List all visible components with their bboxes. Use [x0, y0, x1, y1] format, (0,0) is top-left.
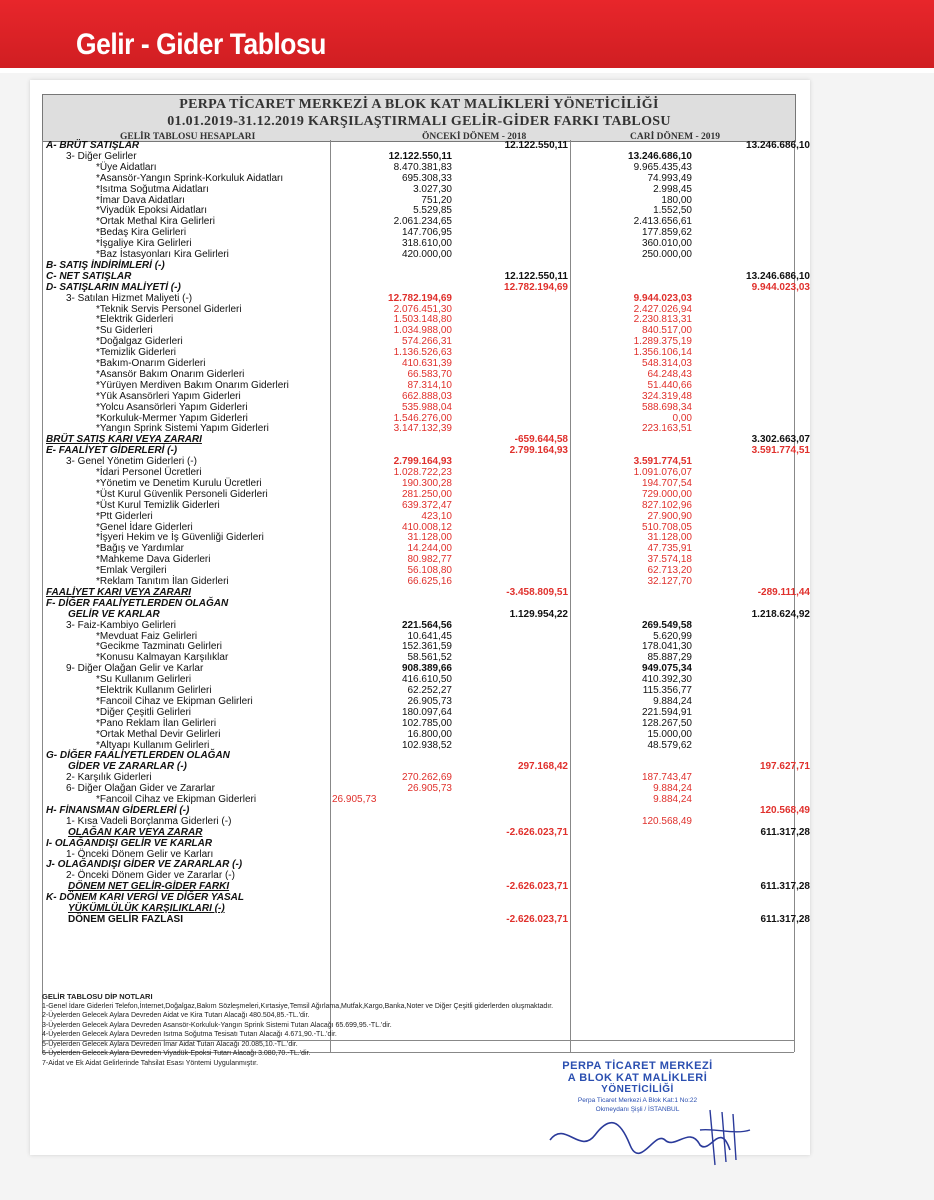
previous-period-value: 190.300,28	[401, 477, 452, 489]
previous-period-value: 2.799.164,93	[393, 456, 452, 468]
row-label: H- FİNANSMAN GİDERLERİ (-)	[46, 804, 190, 816]
current-period-value: 37.574,18	[647, 554, 692, 566]
row-label: *Isıtma Soğutma Aidatları	[96, 183, 209, 195]
row-label: *Ortak Methal Devir Gelirleri	[96, 728, 221, 740]
previous-period-value: 12.782.194,69	[388, 292, 452, 304]
table-row	[30, 402, 810, 413]
current-period-value: 250.000,00	[641, 249, 692, 260]
previous-period-value: 695.308,33	[401, 172, 452, 184]
row-label: *Teknik Servis Personel Giderleri	[96, 303, 242, 315]
row-label: *Korkuluk-Mermer Yapım Giderleri	[96, 412, 248, 424]
row-label: *Bağış ve Yardımlar	[96, 543, 185, 555]
row-label: *Su Kullanım Gelirleri	[96, 674, 192, 686]
row-label: 1- Kısa Vadeli Borçlanma Giderleri (-)	[66, 815, 232, 827]
row-label: *Üst Kurul Temizlik Giderleri	[96, 499, 220, 511]
current-period-value: 115.356,77	[642, 685, 692, 696]
current-period-value: -289.111,44	[757, 586, 810, 598]
row-label: BRÜT SATIŞ KARI VEYA ZARARI	[46, 434, 202, 446]
table-row	[30, 641, 810, 652]
current-period-value: 1.356.106,14	[633, 347, 692, 359]
current-period-value: 2.998,45	[653, 183, 692, 195]
row-label: DÖNEM GELİR FAZLASI	[68, 913, 183, 925]
current-period-value: 611.317,28	[760, 826, 810, 838]
previous-period-value: 639.372,47	[401, 499, 452, 511]
current-period-value: 15.000,00	[647, 728, 692, 740]
table-row	[30, 205, 810, 216]
current-period-value: 2.413.656,61	[633, 216, 692, 228]
previous-period-value: 66.625,16	[407, 576, 452, 587]
current-period-value: 5.620,99	[653, 630, 692, 642]
table-row	[30, 849, 810, 860]
previous-period-value: 751,20	[421, 194, 452, 206]
table-row	[30, 195, 810, 206]
table-row	[30, 467, 810, 478]
current-period-value: 3.591.774,51	[633, 456, 692, 468]
stamp-line: A BLOK KAT MALİKLERİ	[567, 1072, 708, 1084]
current-period-value: 360.010,00	[641, 238, 692, 250]
current-period-value: 510.708,05	[641, 521, 692, 533]
current-period-value: 9.965.435,43	[633, 161, 692, 173]
stamp-line: PERPA TİCARET MERKEZİ	[562, 1060, 713, 1072]
table-row	[30, 870, 810, 881]
current-period-value: 1.552,50	[653, 205, 692, 217]
table-row	[30, 718, 810, 729]
current-period-value: 85.887,29	[647, 652, 692, 664]
previous-period-value: 12.122.550,11	[504, 270, 568, 282]
current-period-value: 27.900,90	[647, 510, 692, 522]
row-label: *Yük Asansörleri Yapım Giderleri	[96, 390, 241, 402]
footnote: 7-Aidat ve Ek Aidat Gelirlerinde Tahsilat Esası Yöntemi Uygulanmıştır.	[42, 1059, 259, 1067]
previous-period-value: -659.644,58	[514, 434, 568, 446]
current-period-value: 9.944.023,03	[633, 292, 692, 304]
previous-period-value: 281.250,00	[401, 488, 452, 500]
row-label: *Yönetim ve Denetim Kurulu Ücretleri	[96, 477, 262, 489]
current-period-value: 324.319,48	[641, 390, 692, 402]
previous-period-value: 410.008,12	[401, 521, 452, 533]
row-label: *Yürüyen Merdiven Bakım Onarım Giderleri	[96, 379, 289, 391]
current-period-value: 223.163,51	[641, 423, 692, 435]
previous-period-value: 66.583,70	[407, 368, 452, 380]
table-row	[30, 794, 810, 805]
previous-period-value: -2.626.023,71	[506, 826, 568, 838]
table-row	[30, 227, 810, 238]
previous-period-value: 152.361,59	[401, 641, 452, 653]
previous-period-value: 56.108,80	[407, 565, 452, 577]
footnote: 6-Üyelerden Gelecek Aylara Devreden Viyadük-Epoksi Tutarı Alacağı 3.080,70.-TL.'dir.	[42, 1050, 311, 1057]
previous-period-value: 12.122.550,11	[388, 150, 452, 162]
row-label: *Üst Kurul Güvenlik Personeli Giderleri	[96, 488, 268, 500]
table-row	[30, 216, 810, 227]
table-row	[30, 914, 810, 925]
row-label: J- OLAĞANDIŞI GİDER VE ZARARLAR (-)	[46, 859, 243, 871]
current-period-value: 1.091.076,07	[633, 467, 692, 478]
current-period-value: 410.392,30	[641, 674, 692, 686]
table-row	[30, 532, 810, 543]
table-row	[30, 674, 810, 685]
table-row	[30, 838, 810, 849]
row-label: *İdari Personel Ücretleri	[96, 467, 202, 478]
row-label: *Pano Reklam İlan Gelirleri	[96, 717, 217, 729]
row-label: 3- Faiz-Kambiyo Gelirleri	[66, 619, 177, 631]
current-period-value: 48.579,62	[647, 739, 692, 751]
current-period-value: 32.127,70	[647, 576, 692, 587]
table-row	[30, 500, 810, 511]
current-period-value: 9.944.023,03	[751, 281, 810, 293]
table-row	[30, 554, 810, 565]
table-row	[30, 140, 810, 151]
row-label: GİDER VE ZARARLAR (-)	[68, 761, 187, 773]
table-row	[30, 369, 810, 380]
table-row	[30, 565, 810, 576]
footnote: 4-Üyelerden Gelecek Aylara Devreden Isıtma Soğutma Tesisatı Tutarı Alacağı 4.671,90.-TL.'dir.	[42, 1031, 337, 1038]
row-label: *Viyadük Epoksi Aidatları	[96, 205, 207, 217]
row-label: 2- Önceki Dönem Gider ve Zararlar (-)	[66, 870, 235, 882]
current-period-value: 1.218.624,92	[751, 608, 810, 620]
table-row	[30, 740, 810, 751]
document-subtitle: 01.01.2019-31.12.2019 KARŞILAŞTIRMALI GELİR-GİDER FARKI TABLOSU	[167, 114, 671, 129]
current-period-value: 64.248,43	[647, 368, 692, 380]
row-label: *Temizlik Giderleri	[96, 347, 177, 359]
row-label: *Üye Aidatları	[96, 161, 157, 173]
current-period-value: 588.698,34	[641, 401, 692, 413]
previous-period-value: 908.389,66	[401, 663, 452, 675]
row-label: DÖNEM NET GELİR-GİDER FARKI	[68, 881, 230, 893]
previous-period-value: 297.168,42	[517, 761, 568, 773]
current-period-value: 729.000,00	[641, 488, 692, 500]
previous-period-value: 147.706,95	[401, 227, 452, 239]
footnote: 1-Genel İdare Giderleri Telefon,İnternet,Doğalgaz,Bakım Sözleşmeleri,Kırtasiye,Temsil Ağırlama,Mutfak,Kargo,Banka,Noter ve Diğer Çeşitli giderlerden oluşmaktadır.	[42, 1002, 554, 1010]
previous-period-value: 12.782.194,69	[504, 281, 568, 293]
previous-period-value: 5.529,85	[413, 205, 452, 217]
table-row	[30, 304, 810, 315]
signature-icon	[540, 1100, 760, 1170]
row-label: *Bedaş Kira Gelirleri	[96, 227, 187, 239]
current-period-value: 611.317,28	[760, 913, 810, 925]
row-label: I- OLAĞANDIŞI GELİR VE KARLAR	[46, 837, 213, 849]
row-label: *Altyapı Kullanım Gelirleri	[96, 739, 210, 751]
table-row	[30, 827, 810, 838]
table-row	[30, 249, 810, 260]
previous-period-value: 26.905,73	[407, 695, 452, 707]
previous-period-value: 1.503.148,80	[393, 314, 452, 326]
row-label: *Su Giderleri	[96, 325, 153, 337]
current-period-value: 1.289.375,19	[633, 336, 692, 348]
current-period-value: 13.246.686,10	[628, 150, 692, 162]
previous-period-value: 3.147.132,39	[393, 423, 452, 435]
table-row	[30, 685, 810, 696]
row-label: C- NET SATIŞLAR	[46, 270, 132, 282]
row-label: *Elektrik Giderleri	[96, 314, 174, 326]
previous-period-value: 3.027,30	[413, 183, 452, 195]
row-label: K- DÖNEM KARI VERGİ VE DİĞER YASAL	[46, 892, 244, 904]
table-row	[30, 173, 810, 184]
table-row	[30, 489, 810, 500]
row-label: *Doğalgaz Giderleri	[96, 336, 183, 348]
row-label: *Emlak Vergileri	[96, 565, 167, 577]
table-row	[30, 881, 810, 892]
current-period-value: 3.591.774,51	[751, 445, 810, 457]
previous-period-value: 26.905,73	[332, 794, 377, 805]
table-row	[30, 631, 810, 642]
row-label: *Asansör Bakım Onarım Giderleri	[96, 368, 245, 380]
table-row	[30, 729, 810, 740]
row-label: *Gecikme Tazminatı Gelirleri	[96, 641, 222, 653]
current-period-value: 949.075,34	[641, 663, 692, 675]
row-label: *Ortak Methal Kira Gelirleri	[96, 216, 215, 228]
previous-period-value: 8.470.381,83	[393, 161, 452, 173]
previous-period-value: 2.061.234,65	[393, 216, 452, 228]
row-label: *Mahkeme Dava Giderleri	[96, 554, 211, 566]
table-row	[30, 772, 810, 783]
column-header-current: CARİ DÖNEM - 2019	[630, 132, 720, 142]
table-row	[30, 336, 810, 347]
current-period-value: 269.549,58	[641, 619, 692, 631]
row-label: GELİR VE KARLAR	[68, 608, 160, 620]
table-row	[30, 434, 810, 445]
previous-period-value: 270.262,69	[401, 772, 452, 784]
current-period-value: 3.302.663,07	[751, 434, 810, 446]
row-label: 2- Karşılık Giderleri	[66, 772, 152, 784]
row-label: G- DİĞER FAALİYETLERDEN OLAĞAN	[46, 750, 230, 762]
table-row	[30, 456, 810, 467]
previous-period-value: 1.546.276,00	[393, 412, 452, 424]
row-label: 9- Diğer Olağan Gelir ve Karlar	[66, 663, 204, 675]
previous-period-value: -2.626.023,71	[506, 881, 568, 893]
previous-period-value: 1.136.526,63	[393, 347, 452, 359]
table-row	[30, 413, 810, 424]
row-label: 1- Önceki Dönem Gelir ve Karları	[66, 848, 214, 860]
current-period-value: 548.314,03	[641, 358, 692, 369]
table-row	[30, 892, 810, 903]
document-title: PERPA TİCARET MERKEZİ A BLOK KAT MALİKLERİ YÖNETİCİLİĞİ	[179, 97, 659, 112]
stamp-line: YÖNETİCİLİĞİ	[601, 1084, 674, 1095]
current-period-value: 62.713,20	[647, 565, 692, 577]
table-row	[30, 478, 810, 489]
previous-period-value: 221.564,56	[401, 619, 452, 631]
current-period-value: 51.440,66	[647, 379, 692, 391]
table-row	[30, 445, 810, 456]
row-label: *Yangın Sprink Sistemi Yapım Giderleri	[96, 423, 269, 435]
table-row	[30, 620, 810, 631]
previous-period-value: 10.641,45	[407, 630, 452, 642]
current-period-value: 178.041,30	[641, 641, 692, 653]
table-row	[30, 805, 810, 816]
row-label: *İmar Dava Aidatları	[96, 194, 185, 206]
table-row	[30, 783, 810, 794]
previous-period-value: 16.800,00	[407, 728, 452, 740]
row-label: *Fancoil Cihaz ve Ekipman Giderleri	[96, 794, 257, 805]
previous-period-value: 2.076.451,30	[393, 303, 452, 315]
previous-period-value: 12.122.550,11	[504, 140, 568, 151]
current-period-value: 120.568,49	[641, 815, 692, 827]
current-period-value: 840.517,00	[641, 325, 692, 337]
previous-period-value: 26.905,73	[407, 783, 452, 795]
table-row	[30, 587, 810, 598]
row-label: *Baz İstasyonları Kira Gelirleri	[96, 249, 229, 260]
table-row	[30, 609, 810, 620]
current-period-value: 9.884,24	[653, 695, 692, 707]
previous-period-value: 420.000,00	[401, 249, 452, 260]
table-row	[30, 423, 810, 434]
previous-period-value: -3.458.809,51	[506, 586, 568, 598]
current-period-value: 2.427.026,94	[633, 303, 692, 315]
current-period-value: 197.627,71	[759, 761, 810, 773]
previous-period-value: 58.561,52	[407, 652, 452, 664]
footnote: 2-Üyelerden Gelecek Aylara Devreden Aidat ve Kira Tutarı Alacağı 480.504,85.-TL.'dir.	[42, 1012, 310, 1019]
table-row	[30, 314, 810, 325]
table-row	[30, 162, 810, 173]
current-period-value: 611.317,28	[760, 881, 810, 893]
previous-period-value: 2.799.164,93	[509, 445, 568, 457]
table-row	[30, 347, 810, 358]
previous-period-value: 535.988,04	[401, 401, 452, 413]
table-row	[30, 184, 810, 195]
table-row	[30, 816, 810, 827]
row-label: *Mevduat Faiz Gelirleri	[96, 630, 198, 642]
table-row	[30, 576, 810, 587]
row-label: *Diğer Çeşitli Gelirleri	[96, 706, 192, 718]
row-label: *Elektrik Kullanım Gelirleri	[96, 685, 212, 696]
previous-period-value: 1.129.954,22	[509, 608, 568, 620]
previous-period-value: 14.244,00	[407, 543, 452, 555]
current-period-value: 221.594,91	[641, 706, 692, 718]
row-label: *Fancoil Cihaz ve Ekipman Gelirleri	[96, 695, 253, 707]
current-period-value: 2.230.813,31	[633, 314, 692, 326]
table-row	[30, 543, 810, 554]
table-row	[30, 696, 810, 707]
row-label: *Bakım-Onarım Giderleri	[96, 358, 206, 369]
column-header-previous: ÖNCEKİ DÖNEM - 2018	[422, 132, 527, 142]
footnote: 5-Üyelerden Gelecek Aylara Devreden İmar Aidat Tutarı Alacağı 20.085,10.-TL.'dir.	[42, 1040, 298, 1048]
row-label: *Genel İdare Giderleri	[96, 521, 193, 533]
previous-period-value: 80.982,77	[407, 554, 452, 566]
current-period-value: 187.743,47	[641, 772, 692, 784]
table-row	[30, 761, 810, 772]
row-label: 3- Diğer Gelirler	[66, 150, 137, 162]
table-row	[30, 238, 810, 249]
row-label: B- SATIŞ İNDİRİMLERİ (-)	[46, 259, 165, 271]
table-row	[30, 380, 810, 391]
row-label: A- BRÜT SATIŞLAR	[46, 140, 140, 151]
table-row	[30, 511, 810, 522]
table-row	[30, 151, 810, 162]
current-period-value: 120.568,49	[759, 804, 810, 816]
table-row	[30, 522, 810, 533]
table-row	[30, 663, 810, 674]
stamp-line: Perpa Ticaret Merkezi A Blok Kat:1 No:22	[577, 1097, 698, 1104]
previous-period-value: 416.610,50	[401, 674, 452, 686]
row-label: FAALİYET KARI VEYA ZARARI	[46, 586, 192, 598]
current-period-value: 74.993,49	[647, 172, 692, 184]
row-label: *Asansör-Yangın Sprink-Korkuluk Aidatları	[96, 172, 284, 184]
table-row	[30, 652, 810, 663]
table-row	[30, 391, 810, 402]
table-row	[30, 260, 810, 271]
current-period-value: 13.246.686,10	[746, 140, 810, 151]
table-row	[30, 903, 810, 914]
previous-period-value: 180.097,64	[401, 706, 452, 718]
row-label: OLAĞAN KAR VEYA ZARAR	[68, 826, 203, 838]
table-row	[30, 271, 810, 282]
previous-period-value: 318.610,00	[401, 238, 452, 250]
previous-period-value: 31.128,00	[407, 532, 452, 544]
previous-period-value: 87.314,10	[407, 379, 452, 391]
previous-period-value: 410.631,39	[401, 358, 452, 369]
header-banner	[0, 0, 934, 68]
current-period-value: 194.707,54	[641, 477, 692, 489]
current-period-value: 128.267,50	[641, 717, 692, 729]
previous-period-value: 423,10	[421, 510, 452, 522]
previous-period-value: 662.888,03	[401, 390, 452, 402]
table-row	[30, 859, 810, 870]
stamp-line: Okmeydanı Şişli / İSTANBUL	[595, 1106, 680, 1113]
row-label: *Konusu Kalmayan Karşılıklar	[96, 652, 229, 664]
previous-period-value: 574.266,31	[401, 336, 452, 348]
current-period-value: 9.884,24	[653, 783, 692, 795]
row-label: E- FAALİYET GİDERLERİ (-)	[46, 445, 178, 457]
row-label: 3- Satılan Hizmet Maliyeti (-)	[66, 292, 193, 304]
previous-period-value: 102.785,00	[401, 717, 452, 729]
previous-period-value: 102.938,52	[401, 739, 452, 751]
table-row	[30, 358, 810, 369]
row-label: 6- Diğer Olağan Gider ve Zararlar	[66, 783, 215, 795]
previous-period-value: 1.034.988,00	[393, 325, 452, 337]
table-row	[30, 598, 810, 609]
row-label: *Yolcu Asansörleri Yapım Giderleri	[96, 401, 248, 413]
table-row	[30, 293, 810, 304]
current-period-value: 47.735,91	[647, 543, 692, 555]
current-period-value: 31.128,00	[647, 532, 692, 544]
row-label: YÜKÜMLÜLÜK KARŞILIKLARI (-)	[68, 903, 225, 914]
banner-divider	[0, 68, 934, 73]
current-period-value: 9.884,24	[653, 794, 692, 805]
current-period-value: 0,00	[672, 412, 692, 424]
current-period-value: 827.102,96	[641, 499, 692, 511]
row-label: *Reklam Tanıtım İlan Giderleri	[96, 576, 229, 587]
table-row	[30, 282, 810, 293]
row-label: *Ptt Giderleri	[96, 510, 153, 522]
column-header-accounts: GELİR TABLOSU HESAPLARI	[120, 132, 256, 142]
current-period-value: 180,00	[661, 194, 692, 206]
current-period-value: 177.859,62	[641, 227, 692, 239]
banner-title: Gelir - Gider Tablosu	[76, 28, 326, 61]
table-row	[30, 325, 810, 336]
row-label: *İşgaliye Kira Gelirleri	[96, 238, 192, 250]
row-label: *İşyeri Hekim ve İş Güvenliği Giderleri	[96, 532, 264, 544]
previous-period-value: 1.028.722,23	[393, 467, 452, 478]
footnotes-title: GELİR TABLOSU DİP NOTLARI	[42, 992, 153, 1001]
table-row	[30, 750, 810, 761]
previous-period-value: 62.252,27	[407, 685, 452, 696]
row-label: D- SATIŞLARIN MALİYETİ (-)	[46, 281, 181, 293]
previous-period-value: -2.626.023,71	[506, 913, 568, 925]
row-label: 3- Genel Yönetim Giderleri (-)	[66, 456, 197, 468]
footnotes	[42, 992, 553, 1068]
footnote: 3-Üyelerden Gelecek Aylara Devreden Asansör-Korkuluk-Yangın Sprink Sistemi Tutarı Alacağı 65.699,95.-TL.'dir.	[42, 1021, 392, 1029]
row-label: F- DİĞER FAALİYETLERDEN OLAĞAN	[46, 597, 229, 609]
table-row	[30, 707, 810, 718]
current-period-value: 13.246.686,10	[746, 270, 810, 282]
